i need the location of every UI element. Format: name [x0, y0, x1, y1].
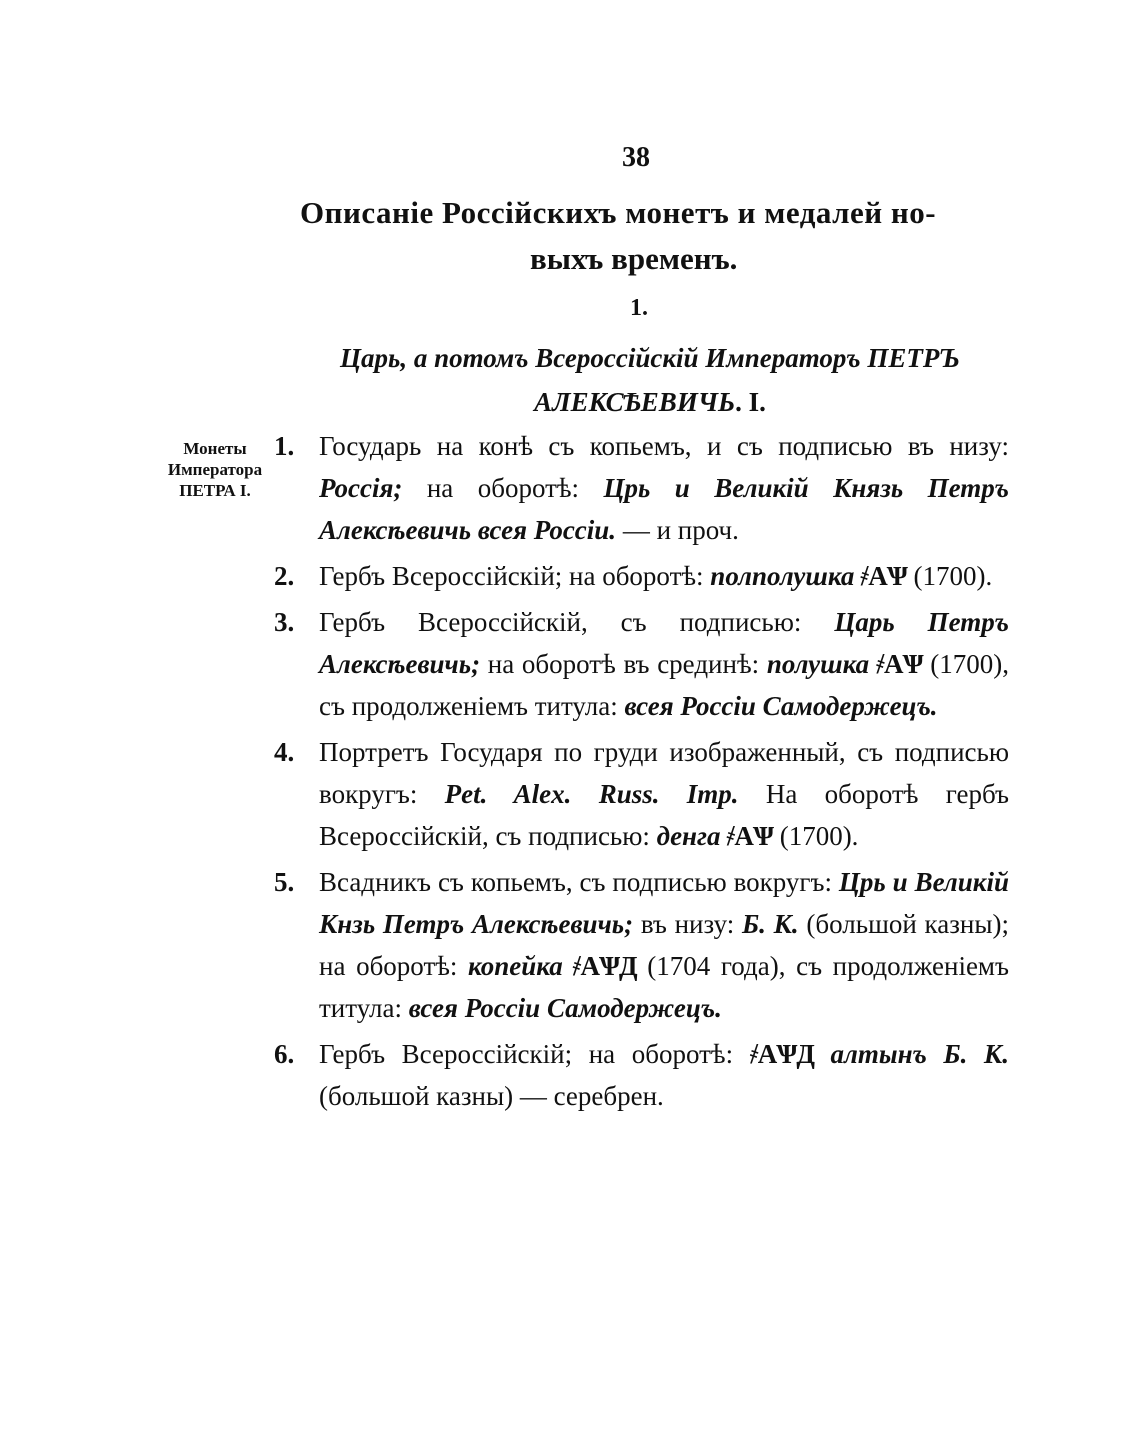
entry-text-segment: (большой казны) — серебрен. — [319, 1081, 664, 1111]
entry-text-segment: Государь на конѣ съ копьемъ, и съ подписью въ низу: — [319, 431, 1009, 461]
entry-text-segment: (большой казны); на оборотѣ: — [319, 909, 1009, 981]
coin-entry-list — [272, 425, 1012, 1121]
entry-text-segment: Гербъ Всероссійскій; на оборотѣ: — [319, 1039, 750, 1069]
entry-text-segment: Гербъ Всероссійскій; на оборотѣ: — [319, 561, 711, 591]
date-numeral: ҂АѰ — [869, 649, 923, 679]
ruler-heading — [300, 336, 1000, 424]
page-title — [300, 190, 990, 282]
coin-entry-text — [319, 1033, 1009, 1117]
date-numeral: ҂АѰД — [562, 951, 637, 981]
entry-text-segment: на оборотѣ: — [402, 473, 604, 503]
coin-entry-text — [319, 861, 1009, 1029]
entry-text-segment: (1700). — [906, 561, 993, 591]
italic-inscription: всея Россіи Самодержецъ. — [624, 691, 938, 721]
coin-entry-number: 5. — [274, 867, 295, 897]
coin-entry — [272, 731, 1012, 857]
italic-inscription: полушка — [766, 649, 870, 679]
coin-entry — [272, 1033, 1012, 1117]
italic-inscription: Црь и Великій Князь Петръ Алексѣевичь всея Россіи. — [319, 473, 1009, 545]
italic-inscription: всея Россіи Самодержецъ. — [408, 993, 722, 1023]
coin-entry — [272, 861, 1012, 1029]
entry-text-segment: — и проч. — [616, 515, 739, 545]
entry-text-segment: Гербъ Всероссійскій, съ подписью: — [319, 607, 835, 637]
entry-text-segment: (1700). — [772, 821, 859, 851]
entry-text-segment: (1704 года), съ продолженіемъ титула: — [319, 951, 1009, 1023]
date-numeral: ҂АѰ — [854, 561, 907, 591]
coin-entry — [272, 555, 1012, 597]
italic-inscription: Б. К. — [741, 909, 799, 939]
ruler-heading-italic: Царь, а потомъ Всероссійскій Императоръ ПЕТРЪ АЛЕКСѢЕВИЧЬ — [340, 343, 960, 417]
page-title-line-1: Описаніе Россійскихъ монетъ и медалей но- — [300, 195, 937, 230]
coin-entry-number: 2. — [274, 561, 295, 591]
date-numeral: ҂АѰ — [720, 821, 773, 851]
coin-entry-text — [319, 601, 1009, 727]
italic-inscription: полполушка — [710, 561, 855, 591]
coin-entry-number: 1. — [274, 431, 295, 461]
coin-entry — [272, 601, 1012, 727]
entry-text-segment: (1700), съ продолженіемъ титула: — [319, 649, 1009, 721]
coin-entry-text — [319, 425, 1009, 551]
entry-text-segment: Всадникъ съ копьемъ, съ подписью вокругъ: — [319, 867, 839, 897]
coin-entry-number: 3. — [274, 607, 295, 637]
entry-text-segment: на оборотѣ въ срединѣ: — [480, 649, 767, 679]
italic-inscription: алтынъ Б. К. — [830, 1039, 1009, 1069]
coin-entry-number: 6. — [274, 1039, 295, 1069]
ruler-heading-suffix: . I. — [735, 387, 766, 417]
coin-entry — [272, 425, 1012, 551]
entry-text-segment: въ низу: — [633, 909, 742, 939]
coin-entry-text — [319, 555, 1009, 597]
entry-text-segment: На оборотѣ гербъ Всероссійскій, съ подписью: — [319, 779, 1009, 851]
marginal-note: Монеты Императора ПЕТРА I. — [167, 439, 263, 500]
coin-entry-text — [319, 731, 1009, 857]
italic-inscription: Россія; — [319, 473, 403, 503]
italic-inscription: копейка — [468, 951, 563, 981]
page-title-line-2: выхъ временъ. — [530, 241, 738, 276]
italic-inscription: Pet. Alex. Russ. Imp. — [444, 779, 739, 809]
coin-entry-number: 4. — [274, 737, 295, 767]
section-number: 1. — [630, 295, 648, 321]
date-numeral: ҂АѰД — [749, 1039, 814, 1069]
italic-inscription: Црь и Великій Кнзь Петръ Алексѣевичь; — [319, 867, 1009, 939]
entry-text-segment: Портретъ Государя по груди изображенный, съ подписью вокругъ: — [319, 737, 1009, 809]
italic-inscription: Царь Петръ Алексѣевичь; — [319, 607, 1010, 679]
entry-text-segment — [814, 1039, 831, 1069]
page-number: 38 — [622, 142, 650, 173]
italic-inscription: денга — [656, 821, 721, 851]
